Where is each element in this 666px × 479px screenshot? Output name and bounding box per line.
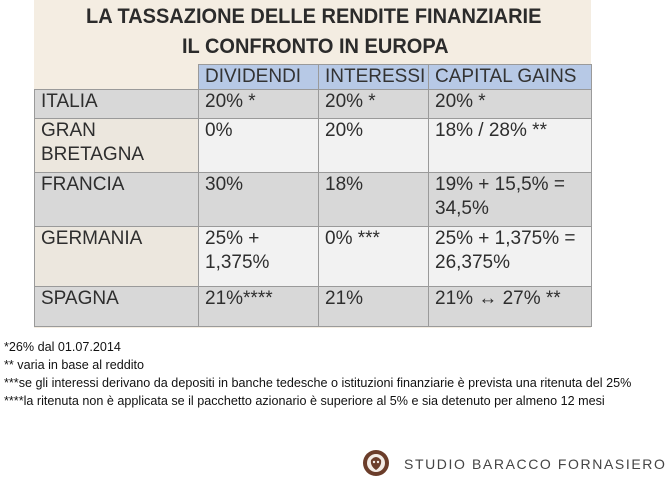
cell-capital-gains: 20% *: [429, 90, 592, 119]
column-header-dividendi: DIVIDENDI: [199, 65, 319, 90]
title-area: [34, 0, 591, 66]
table-row: [35, 173, 592, 227]
row-country: SPAGNA: [35, 287, 199, 327]
page-title: LA TASSAZIONE DELLE RENDITE FINANZIARIE: [86, 4, 542, 28]
page-subtitle: IL CONFRONTO IN EUROPA: [182, 34, 449, 58]
row-country: GRAN BRETAGNA: [35, 119, 199, 173]
table-row: [35, 227, 592, 287]
cell-dividendi: 0%: [199, 119, 319, 173]
cell-interessi: 21%: [319, 287, 429, 327]
cell-capital-gains: 21% ↔ 27% **: [429, 287, 592, 327]
cell-interessi: 20% *: [319, 90, 429, 119]
cell-dividendi: 20% *: [199, 90, 319, 119]
cell-dividendi: 21%****: [199, 287, 319, 327]
table-header-row: [35, 65, 592, 90]
tax-table: [34, 64, 592, 327]
tax-comparison-panel: [34, 0, 591, 328]
table-row: [35, 287, 592, 327]
cell-capital-gains: 19% + 15,5% = 34,5%: [429, 173, 592, 227]
footnote: *26% dal 01.07.2014: [4, 340, 121, 354]
cell-capital-gains: 25% + 1,375% = 26,375%: [429, 227, 592, 287]
cell-interessi: 20%: [319, 119, 429, 173]
row-country: GERMANIA: [35, 227, 199, 287]
brand-footer: [362, 448, 666, 479]
table-corner: [35, 65, 199, 90]
column-header-interessi: INTERESSI: [319, 65, 429, 90]
footnote: ** varia in base al reddito: [4, 358, 145, 372]
cell-dividendi: 25% + 1,375%: [199, 227, 319, 287]
table-row: [35, 119, 592, 173]
cell-interessi: 0% ***: [319, 227, 429, 287]
cell-capital-gains: 18% / 28% **: [429, 119, 592, 173]
lion-head-logo-icon: [362, 448, 390, 478]
brand-name: STUDIO BARACCO FORNASIERO: [404, 456, 666, 472]
footnote: ****la ritenuta non è applicata se il pacchetto azionario è superiore al 5% e sia detenuto per almeno 12 mesi: [4, 394, 605, 408]
footnotes: [4, 338, 634, 410]
column-header-capital-gains: CAPITAL GAINS: [429, 65, 592, 90]
cell-interessi: 18%: [319, 173, 429, 227]
cell-dividendi: 30%: [199, 173, 319, 227]
footnote: ***se gli interessi derivano da depositi in banche tedesche o istituzioni finanziarie è prevista una ritenuta del 25%: [4, 376, 632, 390]
row-country: ITALIA: [35, 90, 199, 119]
row-country: FRANCIA: [35, 173, 199, 227]
table-row: [35, 90, 592, 119]
